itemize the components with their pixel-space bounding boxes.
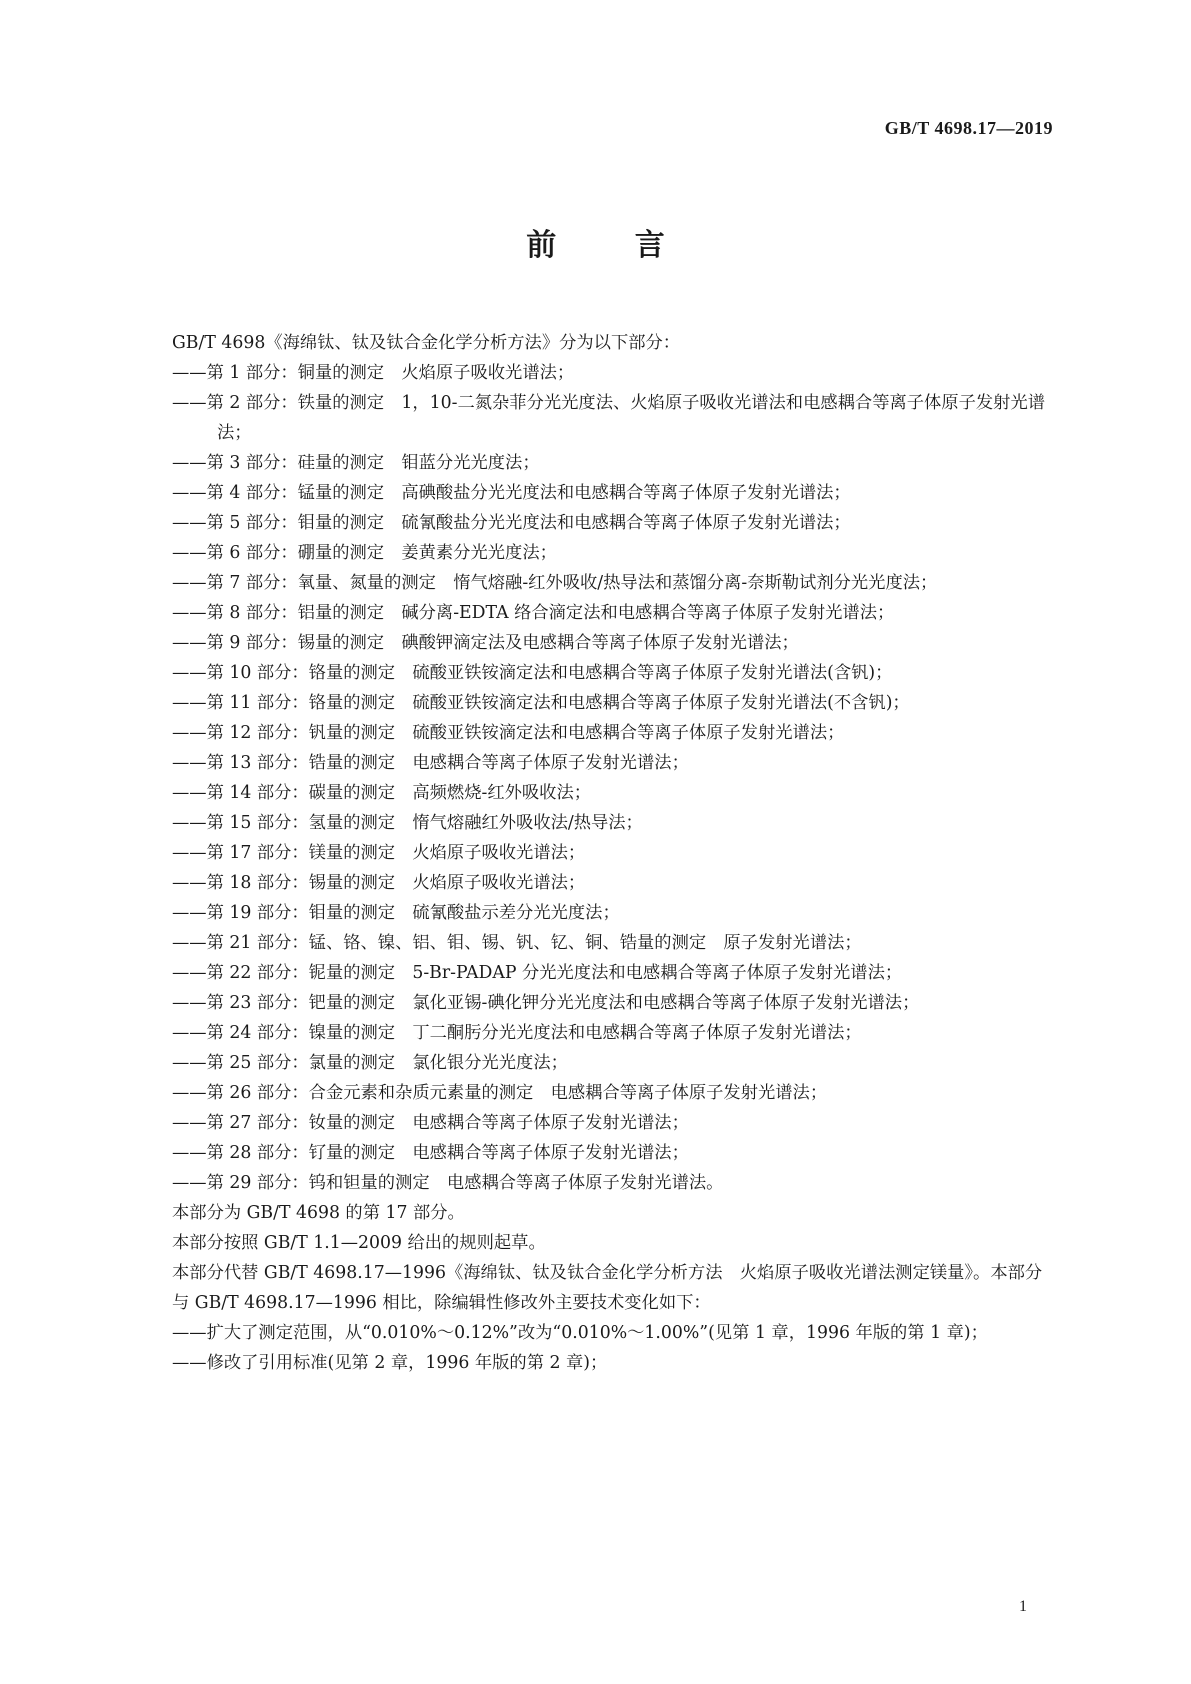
part-item-22: ——第 22 部分：铌量的测定 5-Br-PADAP 分光光度法和电感耦合等离子体原子发射光谱法； (172, 963, 903, 983)
part-item-8: ——第 8 部分：铝量的测定 碱分离-EDTA 络合滴定法和电感耦合等离子体原子发射光谱法； (172, 603, 895, 623)
part-item-15: ——第 15 部分：氢量的测定 惰气熔融红外吸收法/热导法； (172, 813, 643, 833)
part-item-25: ——第 25 部分：氯量的测定 氯化银分光光度法； (172, 1053, 568, 1073)
part-item-5: ——第 5 部分：钼量的测定 硫氰酸盐分光光度法和电感耦合等离子体原子发射光谱法； (172, 513, 851, 533)
part-item-17: ——第 17 部分：镁量的测定 火焰原子吸收光谱法； (172, 843, 586, 863)
part-item-2: ——第 2 部分：铁量的测定 1，10-二氮杂菲分光光度法、火焰原子吸收光谱法和电感耦合等离子体原子发射光谱法； (172, 393, 1046, 443)
part-item-1: ——第 1 部分：铜量的测定 火焰原子吸收光谱法； (172, 363, 575, 383)
part-item-9: ——第 9 部分：锡量的测定 碘酸钾滴定法及电感耦合等离子体原子发射光谱法； (172, 633, 799, 653)
part-item-26: ——第 26 部分：合金元素和杂质元素量的测定 电感耦合等离子体原子发射光谱法； (172, 1083, 828, 1103)
part-item-27: ——第 27 部分：钕量的测定 电感耦合等离子体原子发射光谱法； (172, 1113, 689, 1133)
part-item-6: ——第 6 部分：硼量的测定 姜黄素分光光度法； (172, 543, 557, 563)
part-item-28: ——第 28 部分：钌量的测定 电感耦合等离子体原子发射光谱法； (172, 1143, 689, 1163)
part-item-23: ——第 23 部分：钯量的测定 氯化亚锡-碘化钾分光光度法和电感耦合等离子体原子发射光谱法； (172, 993, 920, 1013)
part-item-13: ——第 13 部分：锆量的测定 电感耦合等离子体原子发射光谱法； (172, 753, 689, 773)
paragraph-part-number: 本部分为 GB/T 4698 的第 17 部分。 (172, 1203, 465, 1223)
paragraph-replacement: 本部分代替 GB/T 4698.17—1996《海绵钛、钛及钛合金化学分析方法 火焰原子吸收光谱法测定镁量》。本部分与 GB/T 4698.17—1996 相比，除编辑性修改外主要技术变化如下： (172, 1263, 1043, 1313)
foreword-body (172, 328, 1052, 1378)
part-item-29: ——第 29 部分：钨和钽量的测定 电感耦合等离子体原子发射光谱法。 (172, 1173, 724, 1193)
part-item-24: ——第 24 部分：镍量的测定 丁二酮肟分光光度法和电感耦合等离子体原子发射光谱法； (172, 1023, 862, 1043)
change-item-2: ——修改了引用标准(见第 2 章，1996 年版的第 2 章)； (172, 1353, 608, 1373)
part-item-7: ——第 7 部分：氧量、氮量的测定 惰气熔融-红外吸收/热导法和蒸馏分离-奈斯勒试剂分光光度法； (172, 573, 938, 593)
part-item-21: ——第 21 部分：锰、铬、镍、铝、钼、锡、钒、钇、铜、锆量的测定 原子发射光谱法； (172, 933, 862, 953)
part-item-18: ——第 18 部分：锡量的测定 火焰原子吸收光谱法； (172, 873, 586, 893)
change-item-1: ——扩大了测定范围，从“0.010%～0.12%”改为“0.010%～1.00%”(见第 1 章，1996 年版的第 1 章)； (172, 1323, 988, 1343)
page-title: 前 言 (526, 228, 699, 263)
part-item-14: ——第 14 部分：碳量的测定 高频燃烧-红外吸收法； (172, 783, 592, 803)
part-item-12: ——第 12 部分：钒量的测定 硫酸亚铁铵滴定法和电感耦合等离子体原子发射光谱法； (172, 723, 845, 743)
paragraph-drafting-rules: 本部分按照 GB/T 1.1—2009 给出的规则起草。 (172, 1233, 546, 1253)
part-item-3: ——第 3 部分：硅量的测定 钼蓝分光光度法； (172, 453, 540, 473)
part-item-11: ——第 11 部分：铬量的测定 硫酸亚铁铵滴定法和电感耦合等离子体原子发射光谱法(不含钒)； (172, 693, 910, 713)
page-number: 1 (1019, 1598, 1027, 1615)
intro-paragraph: GB/T 4698《海绵钛、钛及钛合金化学分析方法》分为以下部分： (172, 333, 681, 353)
standard-code: GB/T 4698.17—2019 (884, 118, 1053, 138)
part-item-10: ——第 10 部分：铬量的测定 硫酸亚铁铵滴定法和电感耦合等离子体原子发射光谱法(含钒)； (172, 663, 893, 683)
part-item-19: ——第 19 部分：钼量的测定 硫氰酸盐示差分光光度法； (172, 903, 620, 923)
part-item-4: ——第 4 部分：锰量的测定 高碘酸盐分光光度法和电感耦合等离子体原子发射光谱法； (172, 483, 851, 503)
